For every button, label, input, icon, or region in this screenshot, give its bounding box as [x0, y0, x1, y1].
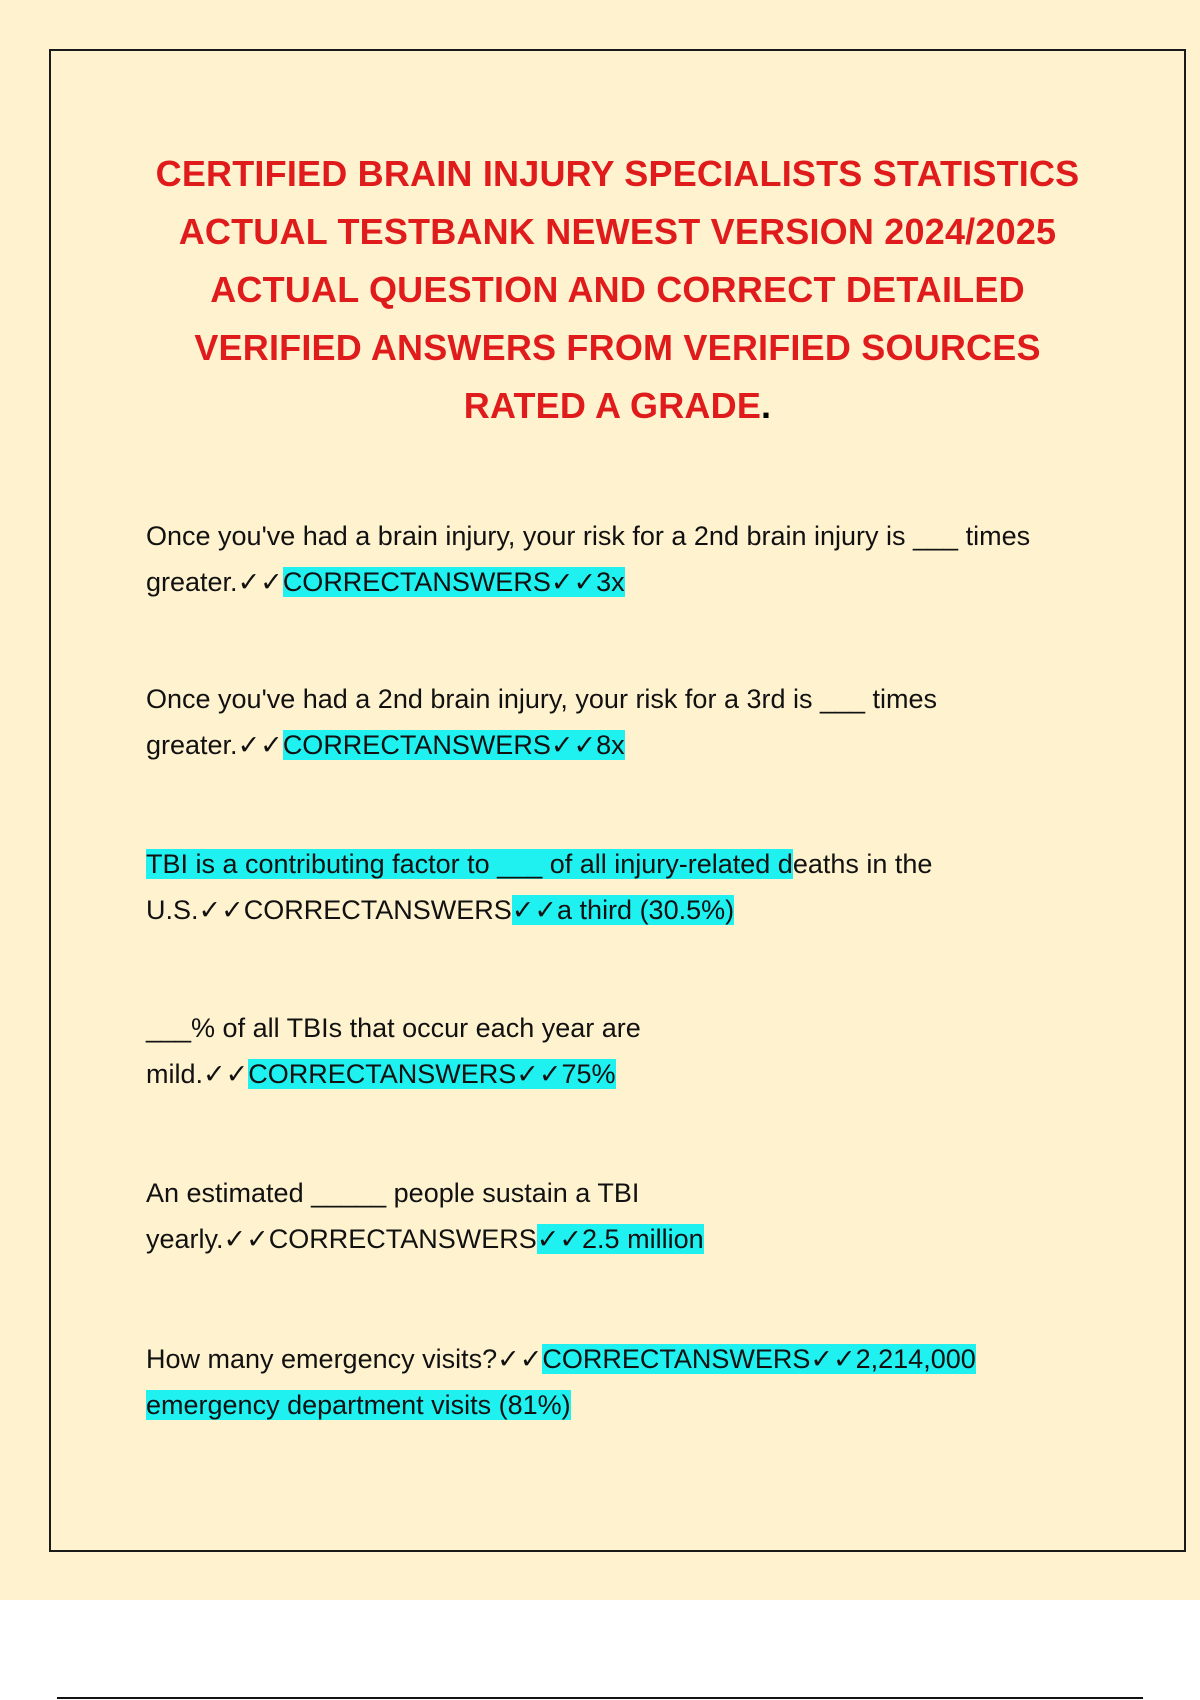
qa-question: Once you've had a 2nd brain injury, your risk for a 3rd is ___ times greater.: [146, 684, 938, 760]
qa-answer-highlight: CORRECTANSWERS✓✓75%: [248, 1059, 616, 1089]
qa-check-marker: ✓✓: [497, 1344, 543, 1374]
qa-check-marker: ✓✓: [237, 567, 283, 597]
qa-correct-answers-label: ✓✓CORRECTANSWERS: [223, 1224, 537, 1254]
document-title-text: CERTIFIED BRAIN INJURY SPECIALISTS STATISTICS ACTUAL TESTBANK NEWEST VERSION 2024/2025 ACTUAL QUESTION AND CORRECT DETAILED VERIFIED ANSWERS FROM VERIFIED SOURCES RATED A GRADE: [155, 153, 1080, 426]
qa-question: An estimated _____ people sustain a TBI yearly.: [146, 1178, 640, 1254]
qa-check-marker: ✓✓: [237, 730, 283, 760]
qa-item-4: [146, 1005, 1046, 1097]
qa-answer-highlight: CORRECTANSWERS✓✓2,214,000 emergency department visits (81%): [146, 1344, 976, 1420]
qa-answer-highlight: CORRECTANSWERS✓✓3x: [282, 567, 625, 597]
footer-divider: [57, 1697, 1143, 1699]
qa-answer-highlight: ✓✓2.5 million: [536, 1224, 704, 1254]
qa-item-1: [146, 513, 1046, 605]
qa-item-5: [146, 1170, 1046, 1262]
qa-check-marker: ✓✓: [203, 1059, 249, 1089]
qa-correct-answers-label: ✓✓CORRECTANSWERS: [198, 895, 512, 925]
qa-question-highlight: TBI is a contributing factor to ___ of all injury-related d: [146, 849, 793, 879]
qa-answer-highlight: ✓✓a third (30.5%): [511, 895, 735, 925]
document-title-period: .: [761, 385, 772, 426]
qa-item-3: [146, 841, 1046, 933]
qa-question: How many emergency visits?: [146, 1344, 498, 1374]
document-title: [150, 145, 1085, 435]
qa-question: eaths in the U.S.: [146, 849, 933, 925]
qa-item-6: [146, 1336, 1046, 1428]
qa-answer-highlight: CORRECTANSWERS✓✓8x: [282, 730, 625, 760]
qa-question: ___% of all TBIs that occur each year are mild.: [146, 1013, 641, 1089]
qa-item-2: [146, 676, 1046, 768]
qa-question: Once you've had a brain injury, your risk for a 2nd brain injury is ___ times greater.: [146, 521, 1031, 597]
